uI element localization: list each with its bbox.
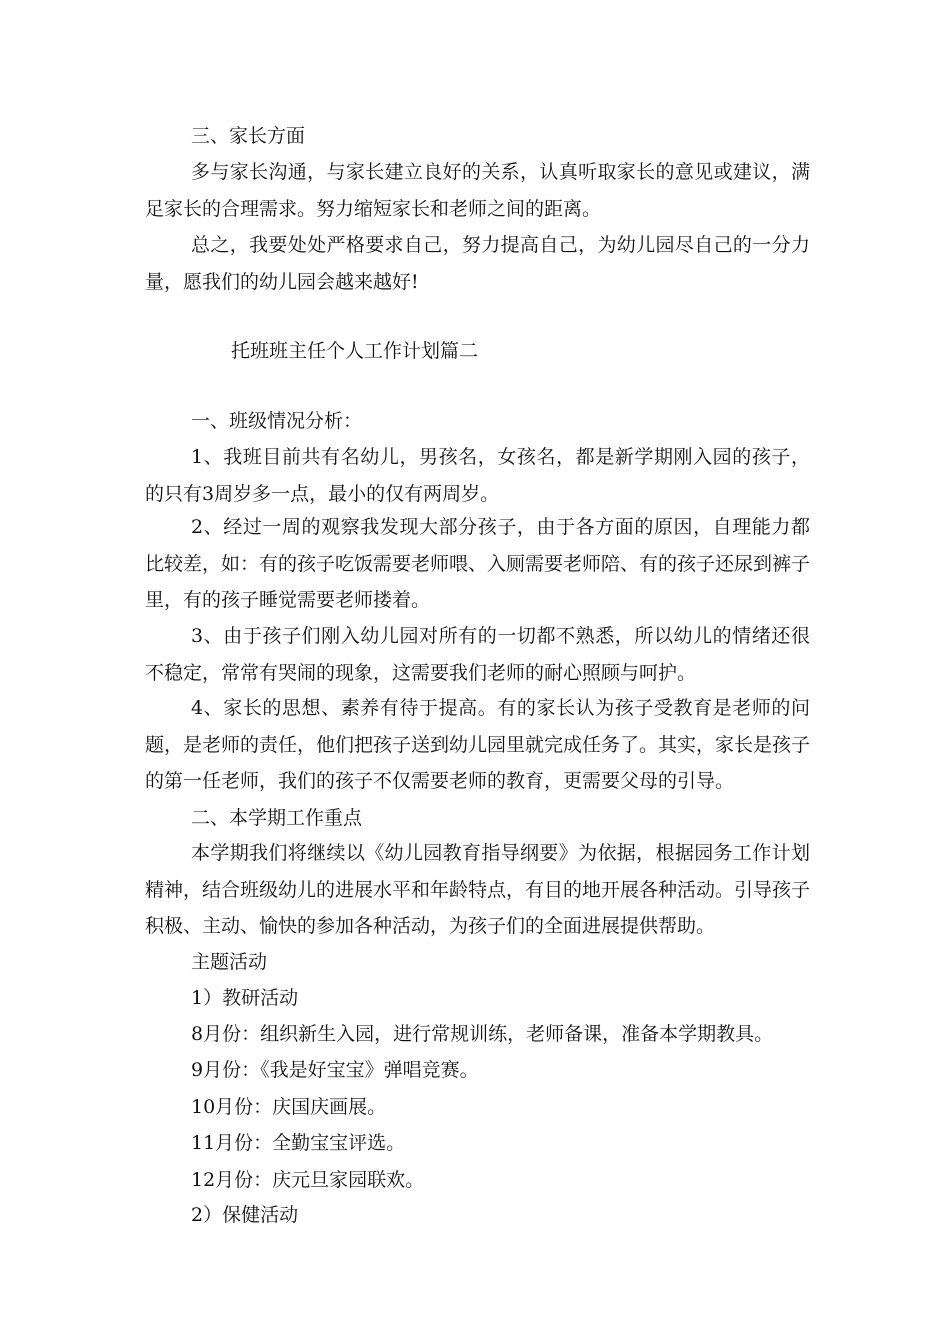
conclusion-paragraph: 总之，我要处处严格要求自己，努力提高自己，为幼儿园尽自己的一分力量，愿我们的幼儿园会越来越好! — [145, 234, 810, 293]
analysis-item-2: 2、经过一周的观察我发现大部分孩子，由于各方面的原因，自理能力都比较差，如：有的孩子吃饭需要老师喂、入厕需要老师陪、有的孩子还尿到裤子里，有的孩子睡觉需要老师搂着。 — [145, 516, 811, 611]
research-activity-heading: 1）教研活动 — [191, 987, 299, 1009]
health-activity-heading: 2）保健活动 — [191, 1204, 299, 1226]
parent-section-paragraph: 多与家长沟通，与家长建立良好的关系，认真听取家长的意见或建议，满足家长的合理需求。努力缩短家长和老师之间的距离。 — [145, 161, 810, 220]
month-item: 8月份：组织新生入园，进行常规训练，老师备课，准备本学期教具。 — [191, 1023, 774, 1045]
month-item: 12月份：庆元旦家园联欢。 — [191, 1169, 425, 1191]
document-title: 托班班主任个人工作计划篇二 — [231, 340, 479, 362]
work-focus-heading: 二、本学期工作重点 — [191, 807, 363, 829]
month-item: 9月份：《我是好宝宝》弹唱竞赛。 — [191, 1059, 479, 1081]
month-item: 11月份：全勤宝宝评选。 — [191, 1132, 406, 1154]
class-analysis-heading: 一、班级情况分析： — [191, 410, 363, 432]
analysis-item-1: 1、我班目前共有名幼儿，男孩名，女孩名，都是新学期刚入园的孩子，的只有3周岁多一点，最小的仅有两周岁。 — [145, 446, 810, 505]
work-focus-paragraph: 本学期我们将继续以《幼儿园教育指导纲要》为依据，根据园务工作计划精神，结合班级幼儿的进展水平和年龄特点，有目的地开展各种活动。引导孩子积极、主动、愉快的参加各种活动，为孩子们的全面进展提供帮助。 — [145, 842, 811, 937]
parent-section-heading: 三、家长方面 — [191, 125, 306, 147]
analysis-item-3: 3、由于孩子们刚入幼儿园对所有的一切都不熟悉，所以幼儿的情绪还很不稳定，常常有哭闹的现象，这需要我们老师的耐心照顾与呵护。 — [145, 625, 810, 684]
theme-activity-heading: 主题活动 — [191, 951, 268, 973]
month-item: 10月份：庆国庆画展。 — [191, 1096, 387, 1118]
analysis-item-4: 4、家长的思想、素养有待于提高。有的家长认为孩子受教育是老师的问题，是老师的责任，他们把孩子送到幼儿园里就完成任务了。其实，家长是孩子的第一任老师，我们的孩子不仅需要老师的教育，更需要父母的引导。 — [145, 697, 811, 792]
